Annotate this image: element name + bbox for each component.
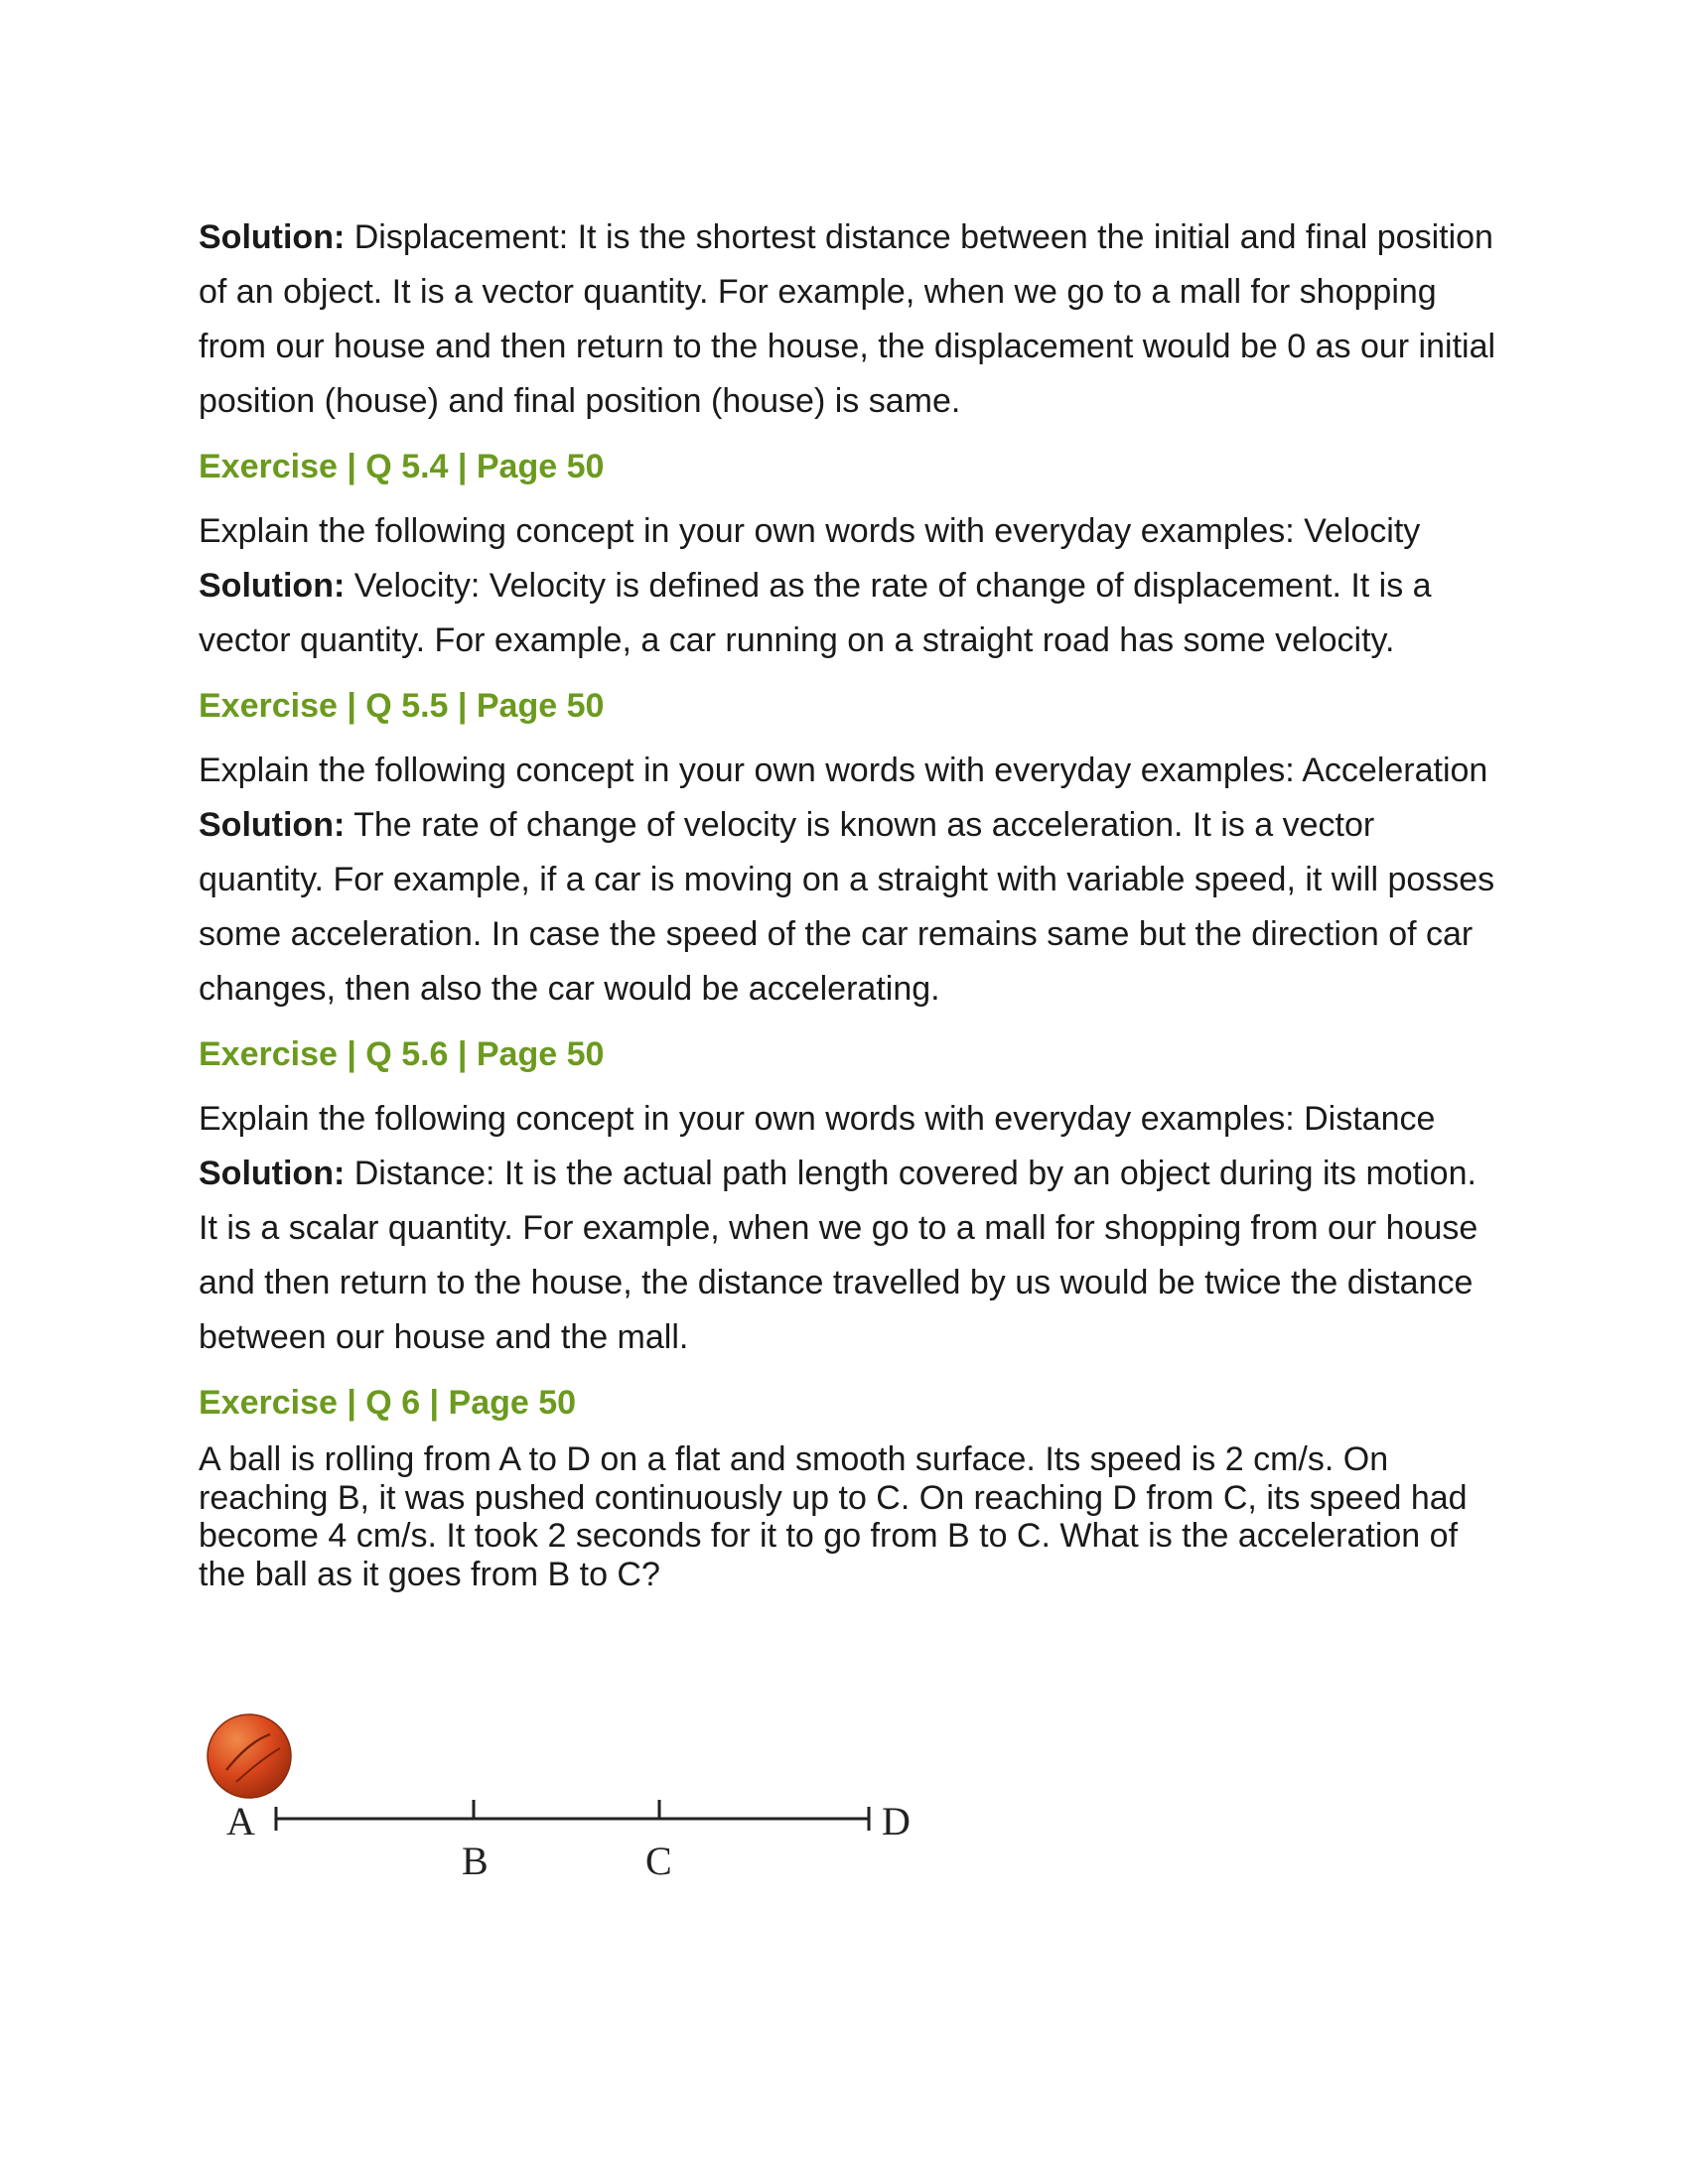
solution-label: Solution: — [199, 218, 346, 256]
solution-paragraph — [199, 1147, 1499, 1365]
point-d-label: D — [882, 1799, 911, 1843]
exercise-heading: Exercise | Q 6 | Page 50 — [199, 1384, 577, 1422]
solution-paragraph — [199, 559, 1499, 668]
track-svg — [199, 1712, 953, 1891]
solution-label: Solution: — [199, 806, 346, 844]
solution-paragraph — [199, 210, 1499, 429]
motion-diagram — [199, 1712, 953, 1891]
exercise-heading: Exercise | Q 5.5 | Page 50 — [199, 687, 605, 725]
solution-text: The rate of change of velocity is known as acceleration. It is a vector quantity. For example, if a car is moving on a straight with variable speed, it will posses some acceleration. In case the speed of the car remains same but the direction of car changes, then also the car would be accelerating. — [199, 806, 1495, 1008]
point-b-label: B — [462, 1839, 489, 1883]
ball-icon — [208, 1714, 291, 1798]
content-column — [199, 210, 1499, 1593]
question-text: Explain the following concept in your own words with everyday examples: Distance — [199, 1100, 1436, 1138]
exercise-heading: Exercise | Q 5.4 | Page 50 — [199, 448, 605, 485]
solution-text: Distance: It is the actual path length covered by an object during its motion. It is a scalar quantity. For example, when we go to a mall for shopping from our house and then return to the house, the distance travelled by us would be twice the distance between our house and the mall. — [199, 1155, 1478, 1356]
solution-text: Velocity: Velocity is defined as the rate of change of displacement. It is a vector quantity. For example, a car running on a straight road has some velocity. — [199, 567, 1432, 659]
exercise-heading: Exercise | Q 5.6 | Page 50 — [199, 1035, 605, 1073]
question-text: Explain the following concept in your own words with everyday examples: Velocity — [199, 512, 1421, 550]
solution-label: Solution: — [199, 1155, 346, 1192]
question-text: A ball is rolling from A to D on a flat and smooth surface. Its speed is 2 cm/s. On reaching B, it was pushed continuously up to C. On reaching D from C, its speed had become 4 cm/s. It took 2 seconds for it to go from B to C. What is the acceleration of the ball as it goes from B to C? — [199, 1440, 1468, 1593]
solution-label: Solution: — [199, 567, 346, 605]
point-c-label: C — [645, 1839, 672, 1883]
question-text: Explain the following concept in your own words with everyday examples: Acceleration — [199, 751, 1488, 789]
point-a-label: A — [226, 1799, 255, 1843]
solution-text: Displacement: It is the shortest distance between the initial and final position of an object. It is a vector quantity. For example, when we go to a mall for shopping from our house and then return to the house, the displacement would be 0 as our initial position (house) and final position (house) is same. — [199, 218, 1496, 420]
solution-paragraph — [199, 798, 1499, 1017]
